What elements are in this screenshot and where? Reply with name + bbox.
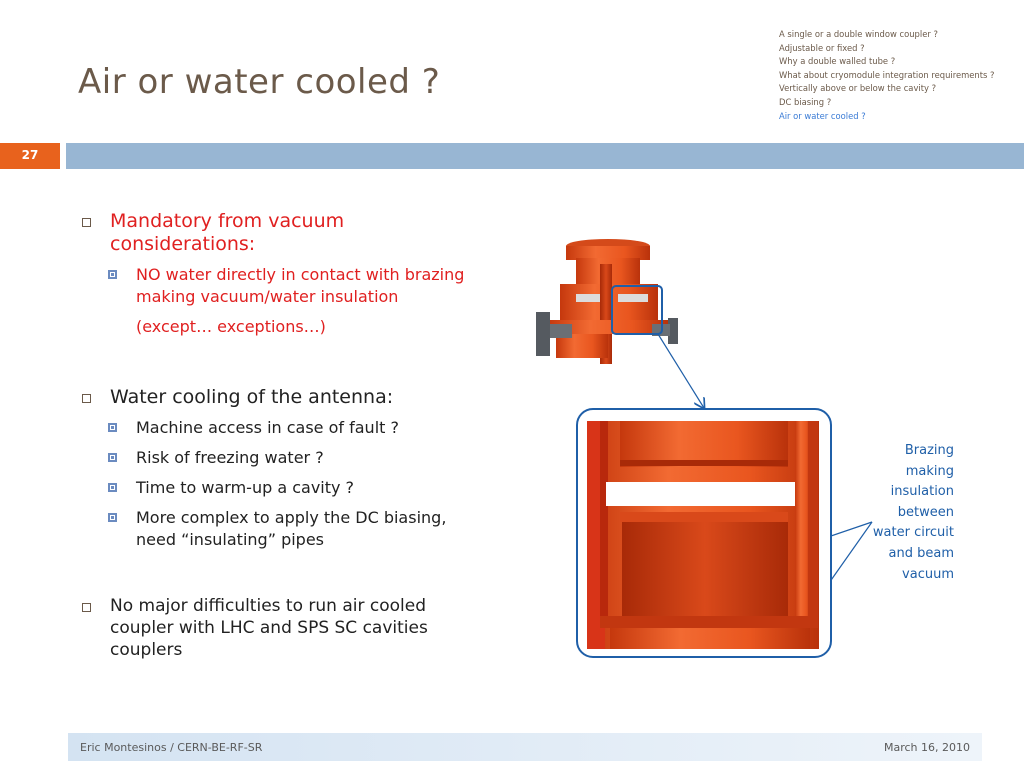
footer-bar: [68, 733, 982, 761]
bullet-text: Water cooling of the antenna:: [110, 386, 394, 408]
callout-arrow: [658, 334, 704, 408]
sub-bullet-text: NO water directly in contact with brazing making vacuum/water insulation: [136, 265, 465, 306]
agenda-item[interactable]: Vertically above or below the cavity ?: [779, 83, 937, 94]
agenda-item[interactable]: DC biasing ?: [779, 96, 832, 107]
agenda-item[interactable]: What about cryomodule integration requirements ?: [779, 69, 995, 80]
slide-number: 27: [0, 143, 60, 169]
footer-date: March 16, 2010: [883, 741, 970, 754]
brazing-detail-zoom: [577, 409, 831, 657]
footer-author: Eric Montesinos / CERN-BE-RF-SR: [80, 741, 263, 754]
agenda-item[interactable]: Adjustable or fixed ?: [779, 42, 865, 53]
sub-bullet-text: More complex to apply the DC biasing, need “insulating” pipes: [136, 508, 447, 549]
bullet-text: Mandatory from vacuum considerations:: [110, 210, 345, 255]
agenda-item-active[interactable]: Air or water cooled ?: [779, 110, 866, 121]
bullet-text: No major difficulties to run air cooled coupler with LHC and SPS SC cavities couplers: [110, 596, 428, 660]
page-title: Air or water cooled ?: [78, 62, 441, 102]
agenda-item[interactable]: A single or a double window coupler ?: [779, 29, 938, 39]
brazing-annotation: Brazing making insulation between water circuit and beam vacuum: [872, 443, 954, 582]
sub-bullet-text: Risk of freezing water ?: [136, 448, 324, 467]
sub-bullet-text: Machine access in case of fault ?: [136, 418, 399, 437]
agenda-item[interactable]: Why a double walled tube ?: [779, 56, 896, 67]
sub-bullet-text: (except… exceptions…): [136, 317, 326, 336]
sub-bullet-text: Time to warm-up a cavity ?: [136, 478, 355, 497]
coupler-model-small: [536, 239, 678, 364]
